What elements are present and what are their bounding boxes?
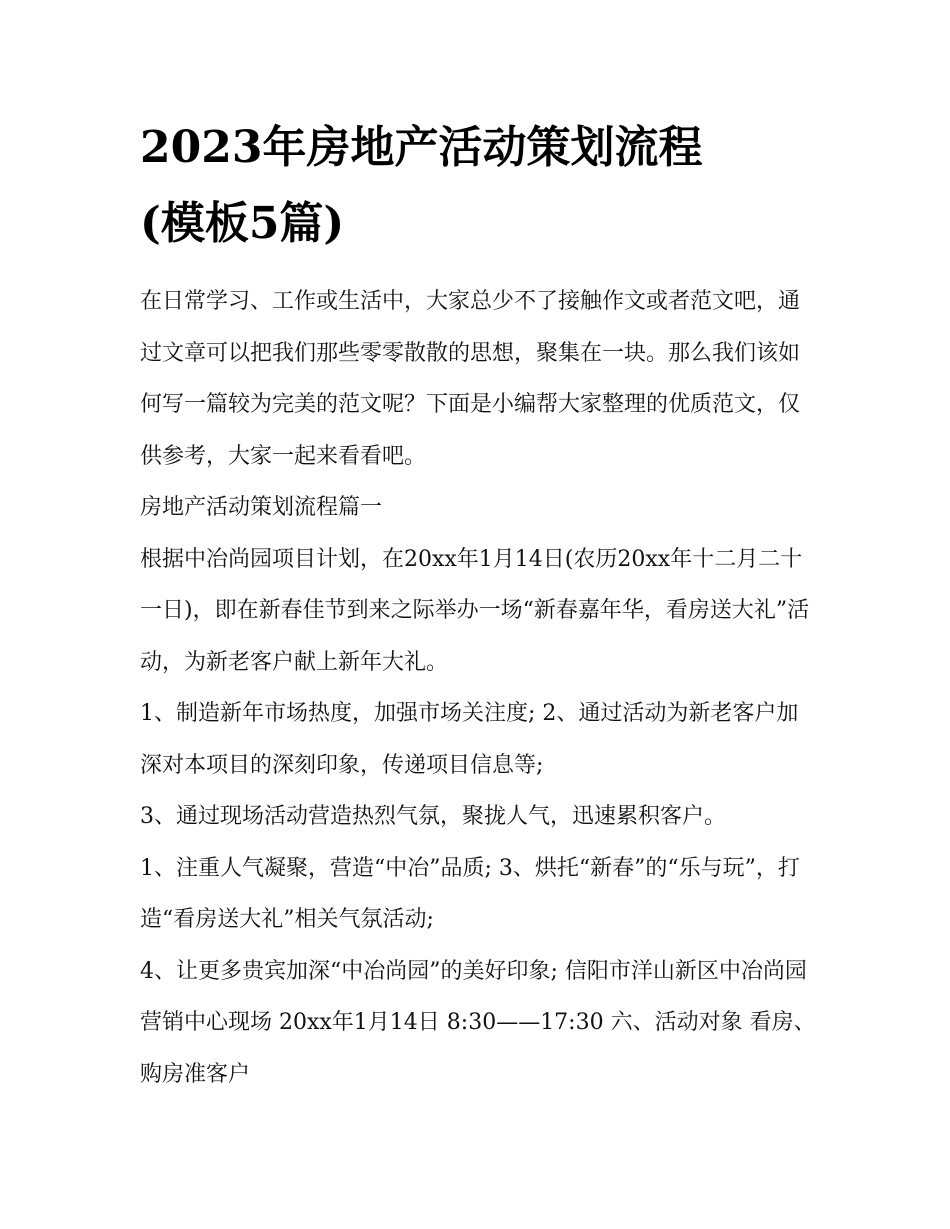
body-paragraph: 1、制造新年市场热度，加强市场关注度; 2、通过活动为新老客户加深对本项目的深刻印象，传递项目信息等; [140, 701, 799, 778]
title-line-1: 2023年房地产活动策划流程 [140, 122, 703, 173]
body-paragraph: 根据中冶尚园项目计划，在20xx年1月14日(农历20xx年十二月二十一日)，即在新春佳节到来之际举办一场“新春嘉年华，看房送大礼”活动，为新老客户献上新年大礼。 [140, 546, 810, 675]
document-page [140, 110, 820, 1100]
body-paragraph: 4、让更多贵宾加深“中冶尚园”的美好印象; 信阳市洋山新区中冶尚园营销中心现场 20xx年1月14日 8:30——17:30 六、活动对象 看房、购房准客户 [140, 958, 816, 1087]
body-paragraph: 3、通过现场活动营造热烈气氛，聚拢人气，迅速累积客户。 [140, 804, 726, 829]
body-paragraph: 1、注重人气凝聚，营造“中冶”品质; 3、烘托“新春”的“乐与玩”，打造“看房送大礼”相关气氛活动; [140, 855, 800, 932]
title-line-2: (模板5篇) [140, 198, 345, 249]
intro-paragraph: 在日常学习、工作或生活中，大家总少不了接触作文或者范文吧，通过文章可以把我们那些零零散散的思想，聚集在一块。那么我们该如何写一篇较为完美的范文呢？下面是小编帮大家整理的优质范文，仅供参考，大家一起来看看吧。 [140, 289, 801, 469]
section-heading: 房地产活动策划流程篇一 [140, 495, 383, 520]
document-title [140, 110, 820, 262]
